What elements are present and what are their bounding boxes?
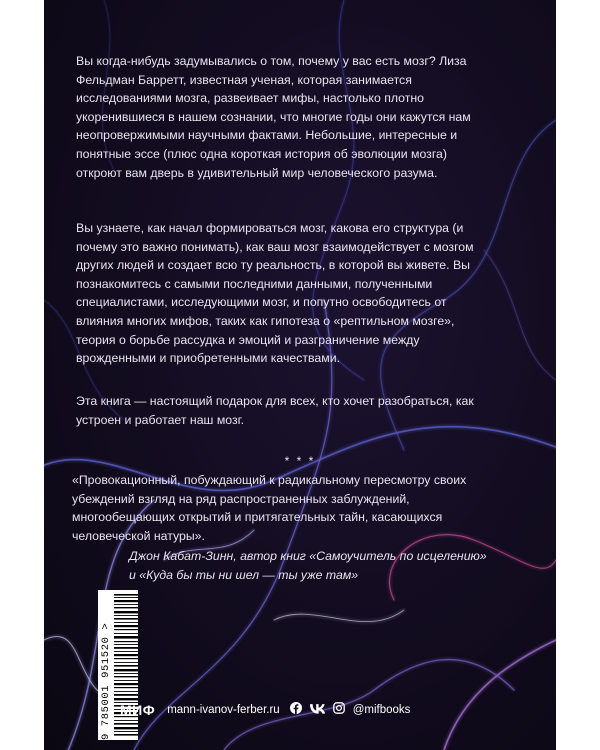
description-paragraph-1: Вы когда-нибудь задумывались о том, почему у вас есть мозг? Лиза Фельдман Барретт, известная ученая, которая занимается исследованиями мозга, развеивает мифы, настолько плотно укоренившиеся в нашем сознании, что многие годы они кажутся нам неопровержимыми научными фактами. Небольшие, интересные и понятные эссе (плюс одна короткая история об эволюции мозга) откроют вам дверь в удивительный мир человеческого разума.: [76, 54, 471, 180]
section-separator: * * *: [284, 454, 316, 468]
attribution-line-1: Джон Кабат-Зинн, автор книг «Самоучитель по исцелению»: [129, 549, 487, 563]
publisher-footer: [120, 700, 410, 720]
review-quote: «Провокационный, побуждающий к радикальному пересмотру своих убеждений взгляд на ряд распространенных заблуждений, многообещающих открытий и притягательных тайн, касающихся человеческой натуры».: [72, 473, 467, 543]
vk-icon[interactable]: [310, 701, 325, 719]
facebook-icon[interactable]: [290, 701, 302, 719]
instagram-icon[interactable]: [333, 701, 345, 719]
quote-attribution: [129, 547, 489, 584]
description-paragraph-2: Вы узнаете, как начал формироваться мозг, какова его структура (и почему это важно понимать), как ваш мозг взаимодействует с мозгом других людей и создает всю ту реальность, в которой вы живете. Вы познакомитесь с самыми последними данными, полученными специалистами, исследующими мозг, и попутно освободитесь от влияния многих мифов, таких как гипотеза о «рептильном мозге», теория о борьбе рассудка и эмоций и разграничение между врожденными и приобретенными качествами.: [76, 221, 474, 366]
description-paragraph-3: Эта книга — настоящий подарок для всех, кто хочет разобраться, как устроен и работает наш мозг.: [76, 394, 474, 427]
publisher-website[interactable]: mann-ivanov-ferber.ru: [167, 704, 280, 716]
publisher-logo: МИФ: [120, 702, 156, 718]
attribution-line-2: и «Куда бы ты ни шел — ты уже там»: [129, 567, 359, 582]
barcode-digits: 9 785001 951520 >: [100, 622, 112, 740]
social-handle[interactable]: @mifbooks: [352, 704, 411, 716]
